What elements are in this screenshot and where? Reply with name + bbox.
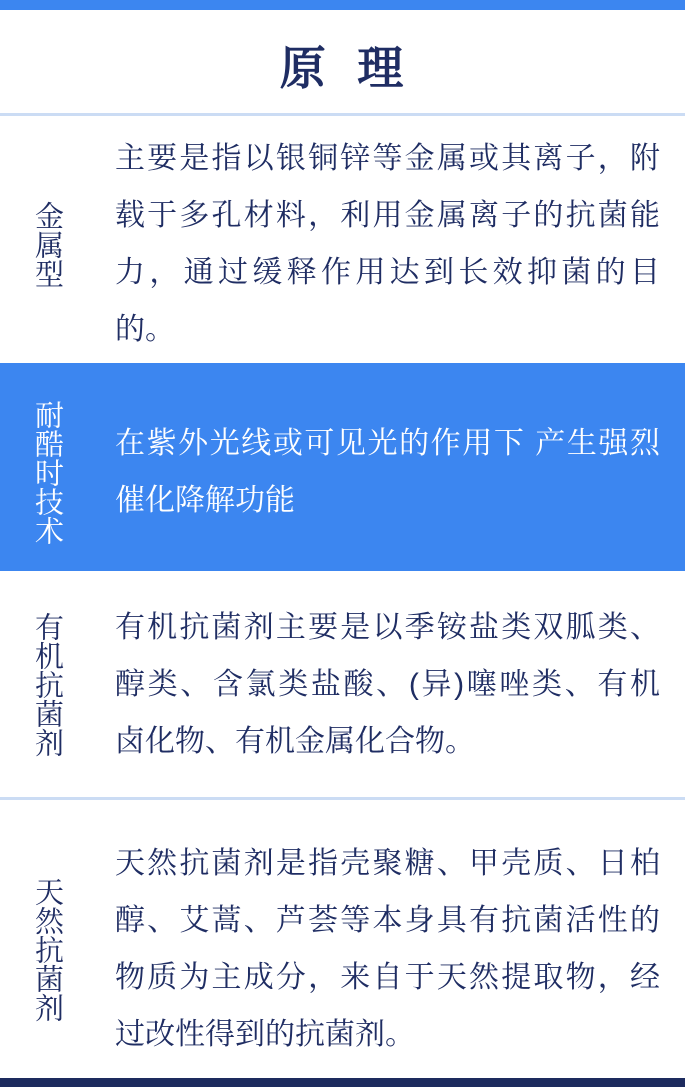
row-naikushi-tech-text xyxy=(115,415,660,529)
row-organic-agent-label: 有机抗菌剂 xyxy=(31,611,63,757)
text-line: 过改性得到的抗菌剂。 xyxy=(115,1018,415,1051)
text-line: 醇类、含氯类盐酸、(异)噻唑类、有机 xyxy=(115,667,660,701)
row-natural-agent xyxy=(0,800,685,1078)
text-line: 卤化物、有机金属化合物。 xyxy=(115,724,475,758)
row-naikushi-tech-label: 耐酷时技术 xyxy=(31,399,63,545)
text-line: 的。 xyxy=(115,313,175,346)
text-line: 物质为主成分，来自于天然提取物，经 xyxy=(115,961,660,994)
page-title: 原 理 xyxy=(279,41,406,94)
row-organic-agent xyxy=(0,571,685,797)
text-line: 主要是指以银铜锌等金属或其离子，附 xyxy=(115,142,660,175)
text-line: 力，通过缓释作用达到长效抑菌的目 xyxy=(115,256,660,289)
text-line: 载于多孔材料，利用金属离子的抗菌能 xyxy=(115,199,660,232)
page-header xyxy=(0,10,685,113)
row-organic-agent-text xyxy=(115,599,660,770)
text-line: 在紫外光线或可见光的作用下 产生强烈 xyxy=(115,427,660,460)
row-metal-type xyxy=(0,116,685,363)
row-metal-type-label: 金属型 xyxy=(31,200,63,288)
text-line: 催化降解功能 xyxy=(115,484,295,517)
row-naikushi-tech xyxy=(0,363,685,571)
bottom-accent-bar xyxy=(0,1078,685,1087)
row-natural-agent-label: 天然抗菌剂 xyxy=(31,876,63,1022)
text-line: 醇、艾蒿、芦荟等本身具有抗菌活性的 xyxy=(115,904,660,937)
top-accent-bar xyxy=(0,0,685,10)
row-natural-agent-text xyxy=(115,835,660,1063)
text-line: 有机抗菌剂主要是以季铵盐类双胍类、 xyxy=(115,610,660,644)
row-metal-type-text xyxy=(115,130,660,358)
text-line: 天然抗菌剂是指壳聚糖、甲壳质、日柏 xyxy=(115,847,660,880)
